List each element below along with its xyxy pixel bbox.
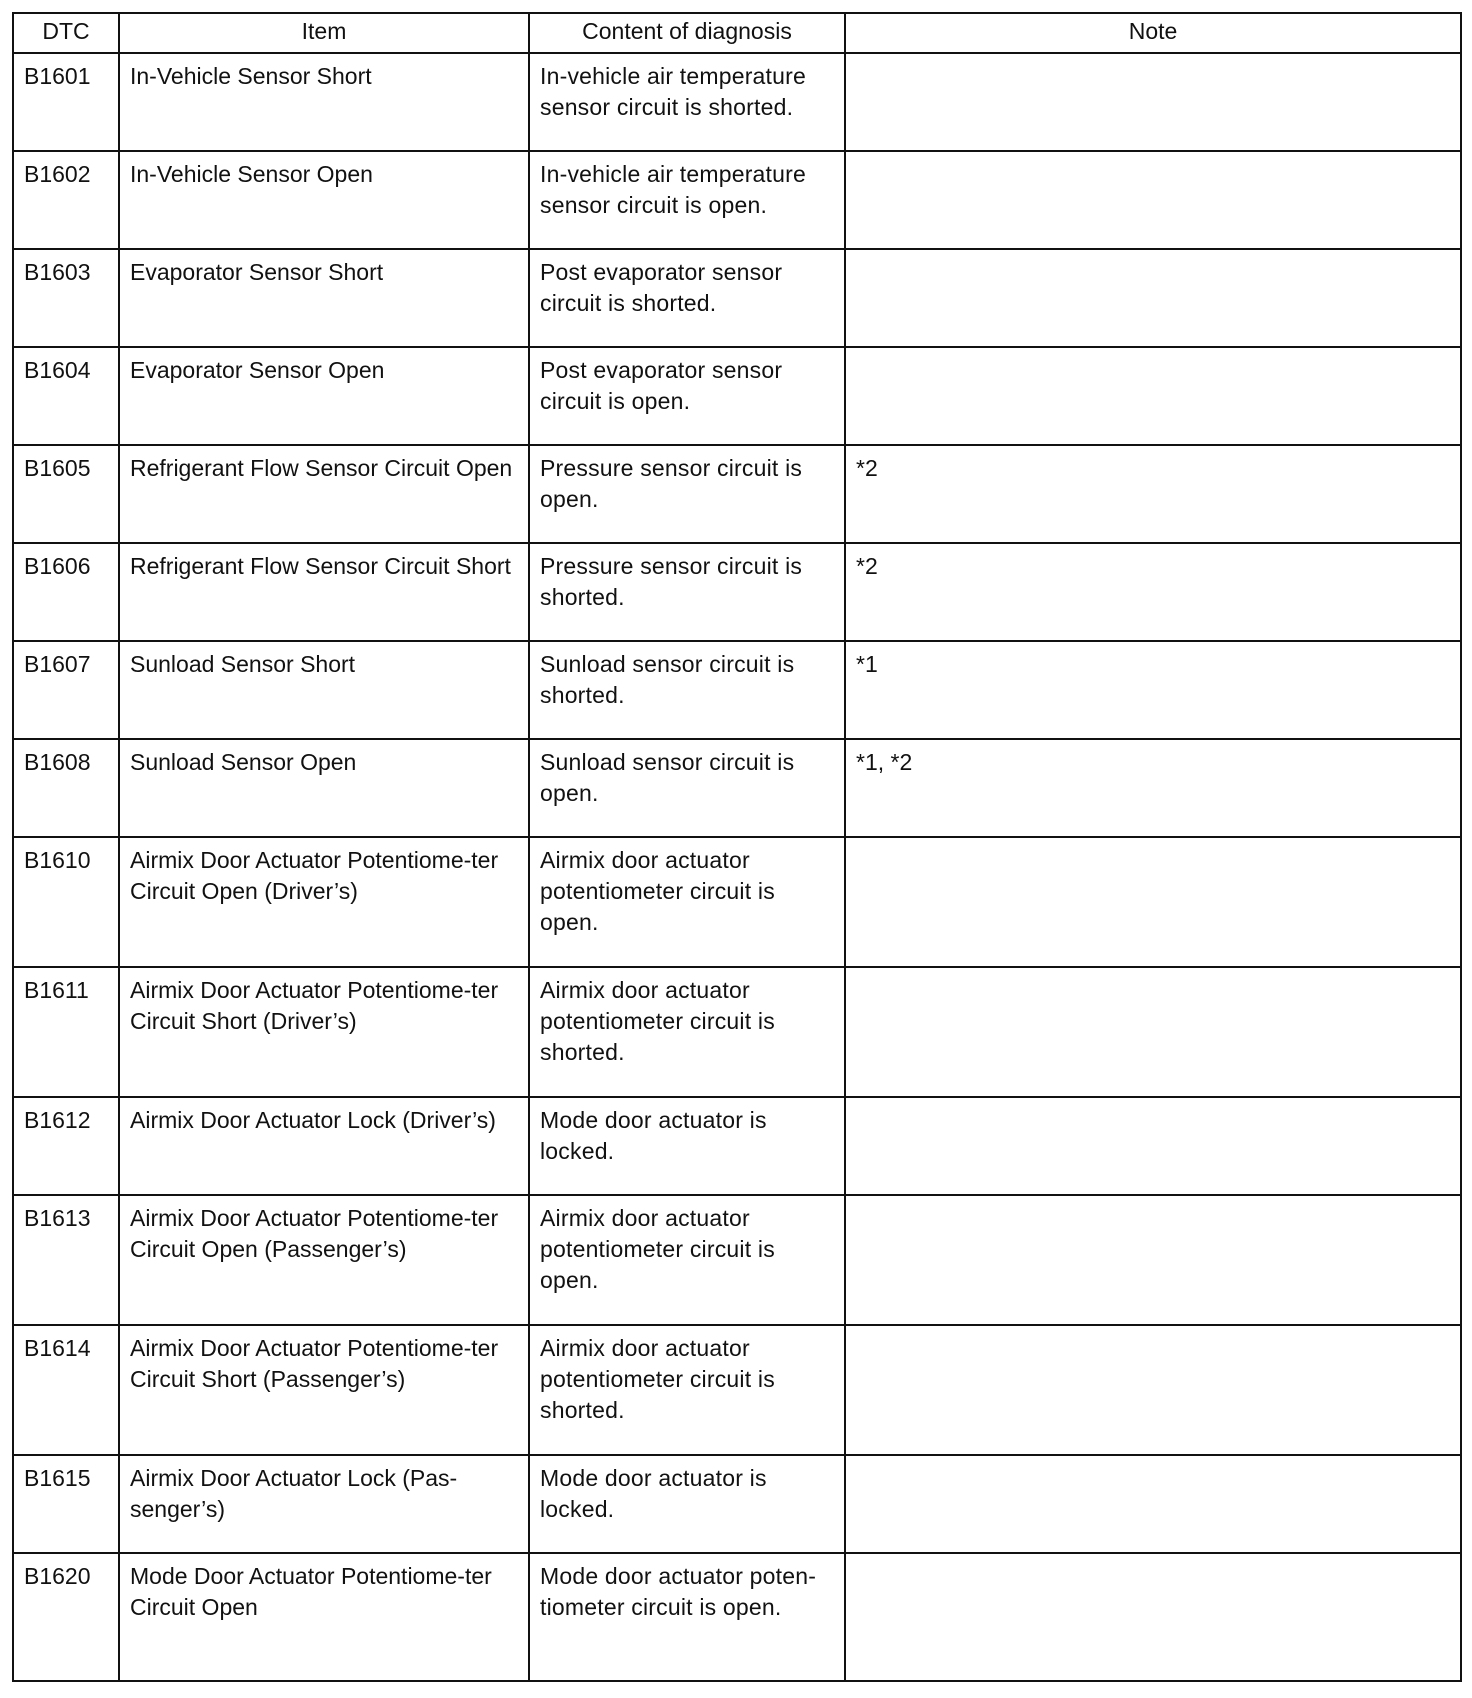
dtc-code: B1610 [13, 837, 119, 967]
item-name: In-Vehicle Sensor Short [119, 53, 529, 151]
note [845, 249, 1461, 347]
note [845, 53, 1461, 151]
diagnosis-content: Mode door actuator poten-tiometer circuit is open. [529, 1553, 845, 1681]
item-name: Airmix Door Actuator Potentiome-ter Circuit Short (Driver’s) [119, 967, 529, 1097]
item-name: Refrigerant Flow Sensor Circuit Open [119, 445, 529, 543]
table-row [13, 837, 1461, 967]
diagnosis-content: Post evaporator sensor circuit is open. [529, 347, 845, 445]
item-name: Sunload Sensor Short [119, 641, 529, 739]
note: *1, *2 [845, 739, 1461, 837]
header-dtc: DTC [13, 13, 119, 53]
note [845, 1097, 1461, 1195]
item-name: Sunload Sensor Open [119, 739, 529, 837]
item-name: Airmix Door Actuator Potentiome-ter Circuit Short (Passenger’s) [119, 1325, 529, 1455]
item-name: Evaporator Sensor Open [119, 347, 529, 445]
dtc-code: B1608 [13, 739, 119, 837]
diagnosis-content: Airmix door actuator potentiometer circuit is shorted. [529, 1325, 845, 1455]
item-name: Airmix Door Actuator Potentiome-ter Circuit Open (Passenger’s) [119, 1195, 529, 1325]
diagnosis-content: Mode door actuator is locked. [529, 1097, 845, 1195]
diagnosis-content: Airmix door actuator potentiometer circuit is open. [529, 1195, 845, 1325]
table-row [13, 967, 1461, 1097]
table-row [13, 1553, 1461, 1681]
dtc-code: B1611 [13, 967, 119, 1097]
header-row [13, 13, 1461, 53]
table-row [13, 1455, 1461, 1553]
note [845, 1455, 1461, 1553]
item-name: Mode Door Actuator Potentiome-ter Circuit Open [119, 1553, 529, 1681]
item-name: Airmix Door Actuator Potentiome-ter Circuit Open (Driver’s) [119, 837, 529, 967]
table-body [13, 53, 1461, 1681]
note: *2 [845, 445, 1461, 543]
table-row [13, 739, 1461, 837]
diagnosis-content: Pressure sensor circuit is shorted. [529, 543, 845, 641]
note [845, 1195, 1461, 1325]
table-row [13, 1097, 1461, 1195]
table-row [13, 445, 1461, 543]
dtc-code: B1620 [13, 1553, 119, 1681]
dtc-code: B1615 [13, 1455, 119, 1553]
diagnosis-content: Airmix door actuator potentiometer circuit is shorted. [529, 967, 845, 1097]
item-name: Airmix Door Actuator Lock (Driver’s) [119, 1097, 529, 1195]
dtc-code: B1606 [13, 543, 119, 641]
header-note: Note [845, 13, 1461, 53]
note [845, 347, 1461, 445]
dtc-table [12, 12, 1462, 1682]
dtc-code: B1613 [13, 1195, 119, 1325]
diagnosis-content: In-vehicle air temperature sensor circuit is open. [529, 151, 845, 249]
table-header [13, 13, 1461, 53]
dtc-code: B1603 [13, 249, 119, 347]
note: *2 [845, 543, 1461, 641]
table-row [13, 249, 1461, 347]
diagnosis-content: Pressure sensor circuit is open. [529, 445, 845, 543]
dtc-code: B1601 [13, 53, 119, 151]
table-row [13, 53, 1461, 151]
dtc-code: B1604 [13, 347, 119, 445]
note [845, 1553, 1461, 1681]
diagnosis-content: Mode door actuator is locked. [529, 1455, 845, 1553]
dtc-code: B1607 [13, 641, 119, 739]
table-row [13, 347, 1461, 445]
table-row [13, 1195, 1461, 1325]
table-row [13, 543, 1461, 641]
note: *1 [845, 641, 1461, 739]
diagnosis-content: Airmix door actuator potentiometer circuit is open. [529, 837, 845, 967]
note [845, 967, 1461, 1097]
diagnosis-content: Sunload sensor circuit is open. [529, 739, 845, 837]
table-row [13, 151, 1461, 249]
dtc-code: B1614 [13, 1325, 119, 1455]
note [845, 837, 1461, 967]
diagnosis-content: In-vehicle air temperature sensor circuit is shorted. [529, 53, 845, 151]
item-name: Refrigerant Flow Sensor Circuit Short [119, 543, 529, 641]
header-item: Item [119, 13, 529, 53]
item-name: Airmix Door Actuator Lock (Pas-senger’s) [119, 1455, 529, 1553]
diagnosis-content: Post evaporator sensor circuit is shorted. [529, 249, 845, 347]
diagnosis-content: Sunload sensor circuit is shorted. [529, 641, 845, 739]
dtc-code: B1605 [13, 445, 119, 543]
dtc-code: B1602 [13, 151, 119, 249]
note [845, 1325, 1461, 1455]
table-row [13, 641, 1461, 739]
item-name: Evaporator Sensor Short [119, 249, 529, 347]
dtc-code: B1612 [13, 1097, 119, 1195]
header-content-of-diagnosis: Content of diagnosis [529, 13, 845, 53]
note [845, 151, 1461, 249]
item-name: In-Vehicle Sensor Open [119, 151, 529, 249]
table-row [13, 1325, 1461, 1455]
